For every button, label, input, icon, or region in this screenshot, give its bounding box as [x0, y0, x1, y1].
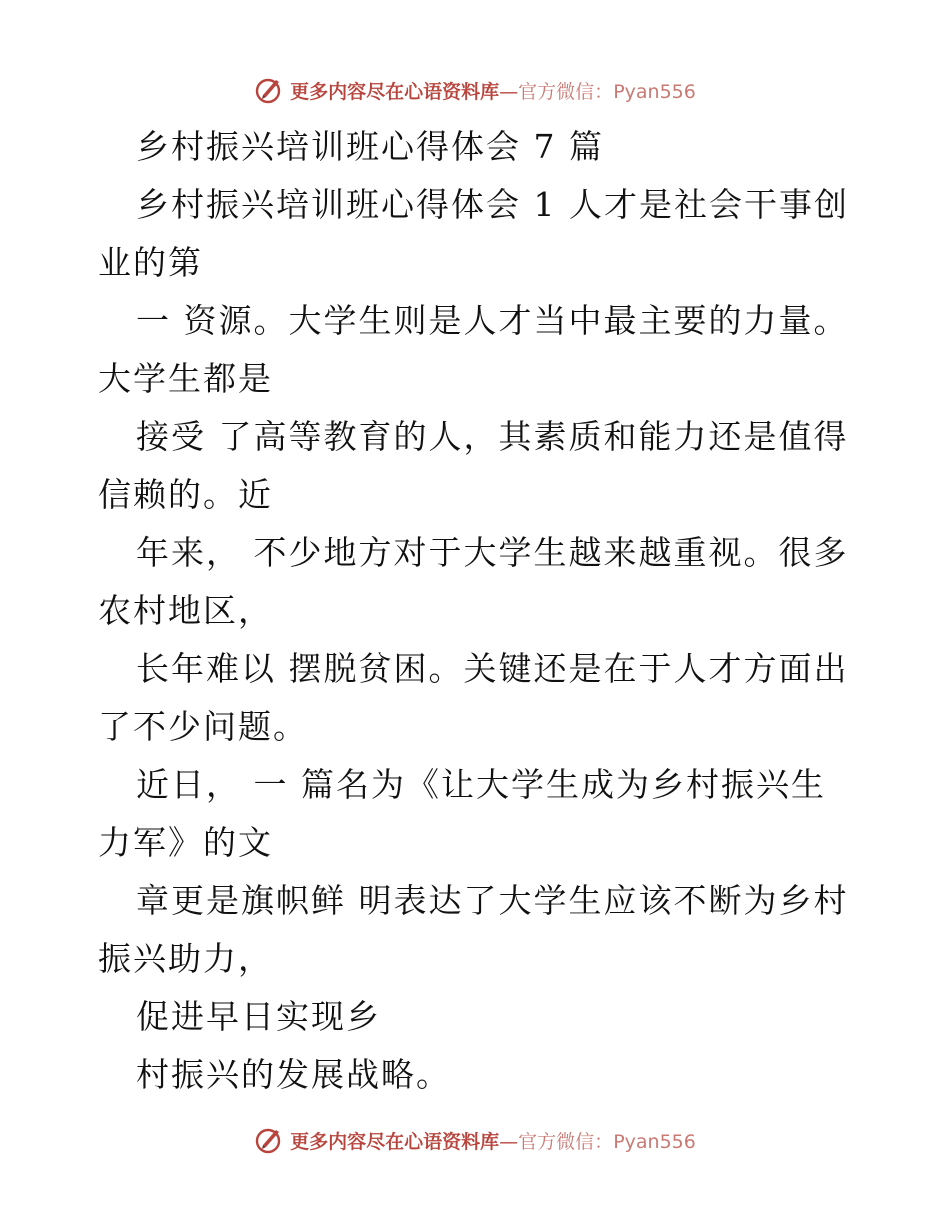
header-brand-text: 更多内容尽在心语资料库 — [290, 80, 500, 103]
header-banner — [0, 70, 950, 110]
paragraph-line: 村振兴的发展战略。 — [136, 1055, 451, 1094]
paragraph-line: 一 资源。大学生则是人才当中最主要的力量。 — [136, 301, 849, 340]
paragraph-line: 了不少问题。 — [98, 707, 308, 746]
paragraph-line: 年来， 不少地方对于大学生越来越重视。很多 — [136, 533, 849, 572]
paragraph-line: 力军》的文 — [98, 823, 273, 862]
paragraph-line: 振兴助力， — [98, 939, 273, 978]
paragraph-line: 促进早日实现乡 — [136, 997, 381, 1036]
paragraph-line: 接受 了高等教育的人，其素质和能力还是值得 — [136, 417, 849, 456]
paragraph-line: 信赖的。近 — [98, 475, 273, 514]
paragraph-line: 近日， 一 篇名为《让大学生成为乡村振兴生 — [136, 765, 826, 804]
header-text — [290, 77, 696, 104]
footer-wechat-id: Pyan556 — [613, 1130, 696, 1153]
document-title: 乡村振兴培训班心得体会 7 篇 — [136, 127, 604, 166]
paragraph-line: 章更是旗帜鲜 明表达了大学生应该不断为乡村 — [136, 881, 849, 920]
paragraph-line: 农村地区， — [98, 591, 273, 630]
header-wechat-label: 官方微信： — [518, 80, 614, 103]
paragraph-line: 大学生都是 — [98, 359, 273, 398]
paragraph-line: 长年难以 摆脱贫困。关键还是在于人才方面出 — [136, 649, 849, 688]
footer-brand-text: 更多内容尽在心语资料库 — [290, 1130, 500, 1153]
paragraph-line: 业的第 — [98, 243, 203, 282]
header-wechat-id: Pyan556 — [613, 80, 696, 103]
footer-wechat-label: 官方微信： — [518, 1130, 614, 1153]
footer-separator: — — [499, 1130, 519, 1153]
paragraph-line: 乡村振兴培训班心得体会 1 人才是社会干事创 — [136, 185, 849, 224]
quill-pen-logo-icon — [254, 1125, 284, 1155]
document-body — [98, 118, 849, 1104]
quill-pen-logo-icon — [254, 75, 284, 105]
footer-banner — [0, 1120, 950, 1160]
header-separator: — — [499, 80, 519, 103]
footer-text — [290, 1127, 696, 1154]
